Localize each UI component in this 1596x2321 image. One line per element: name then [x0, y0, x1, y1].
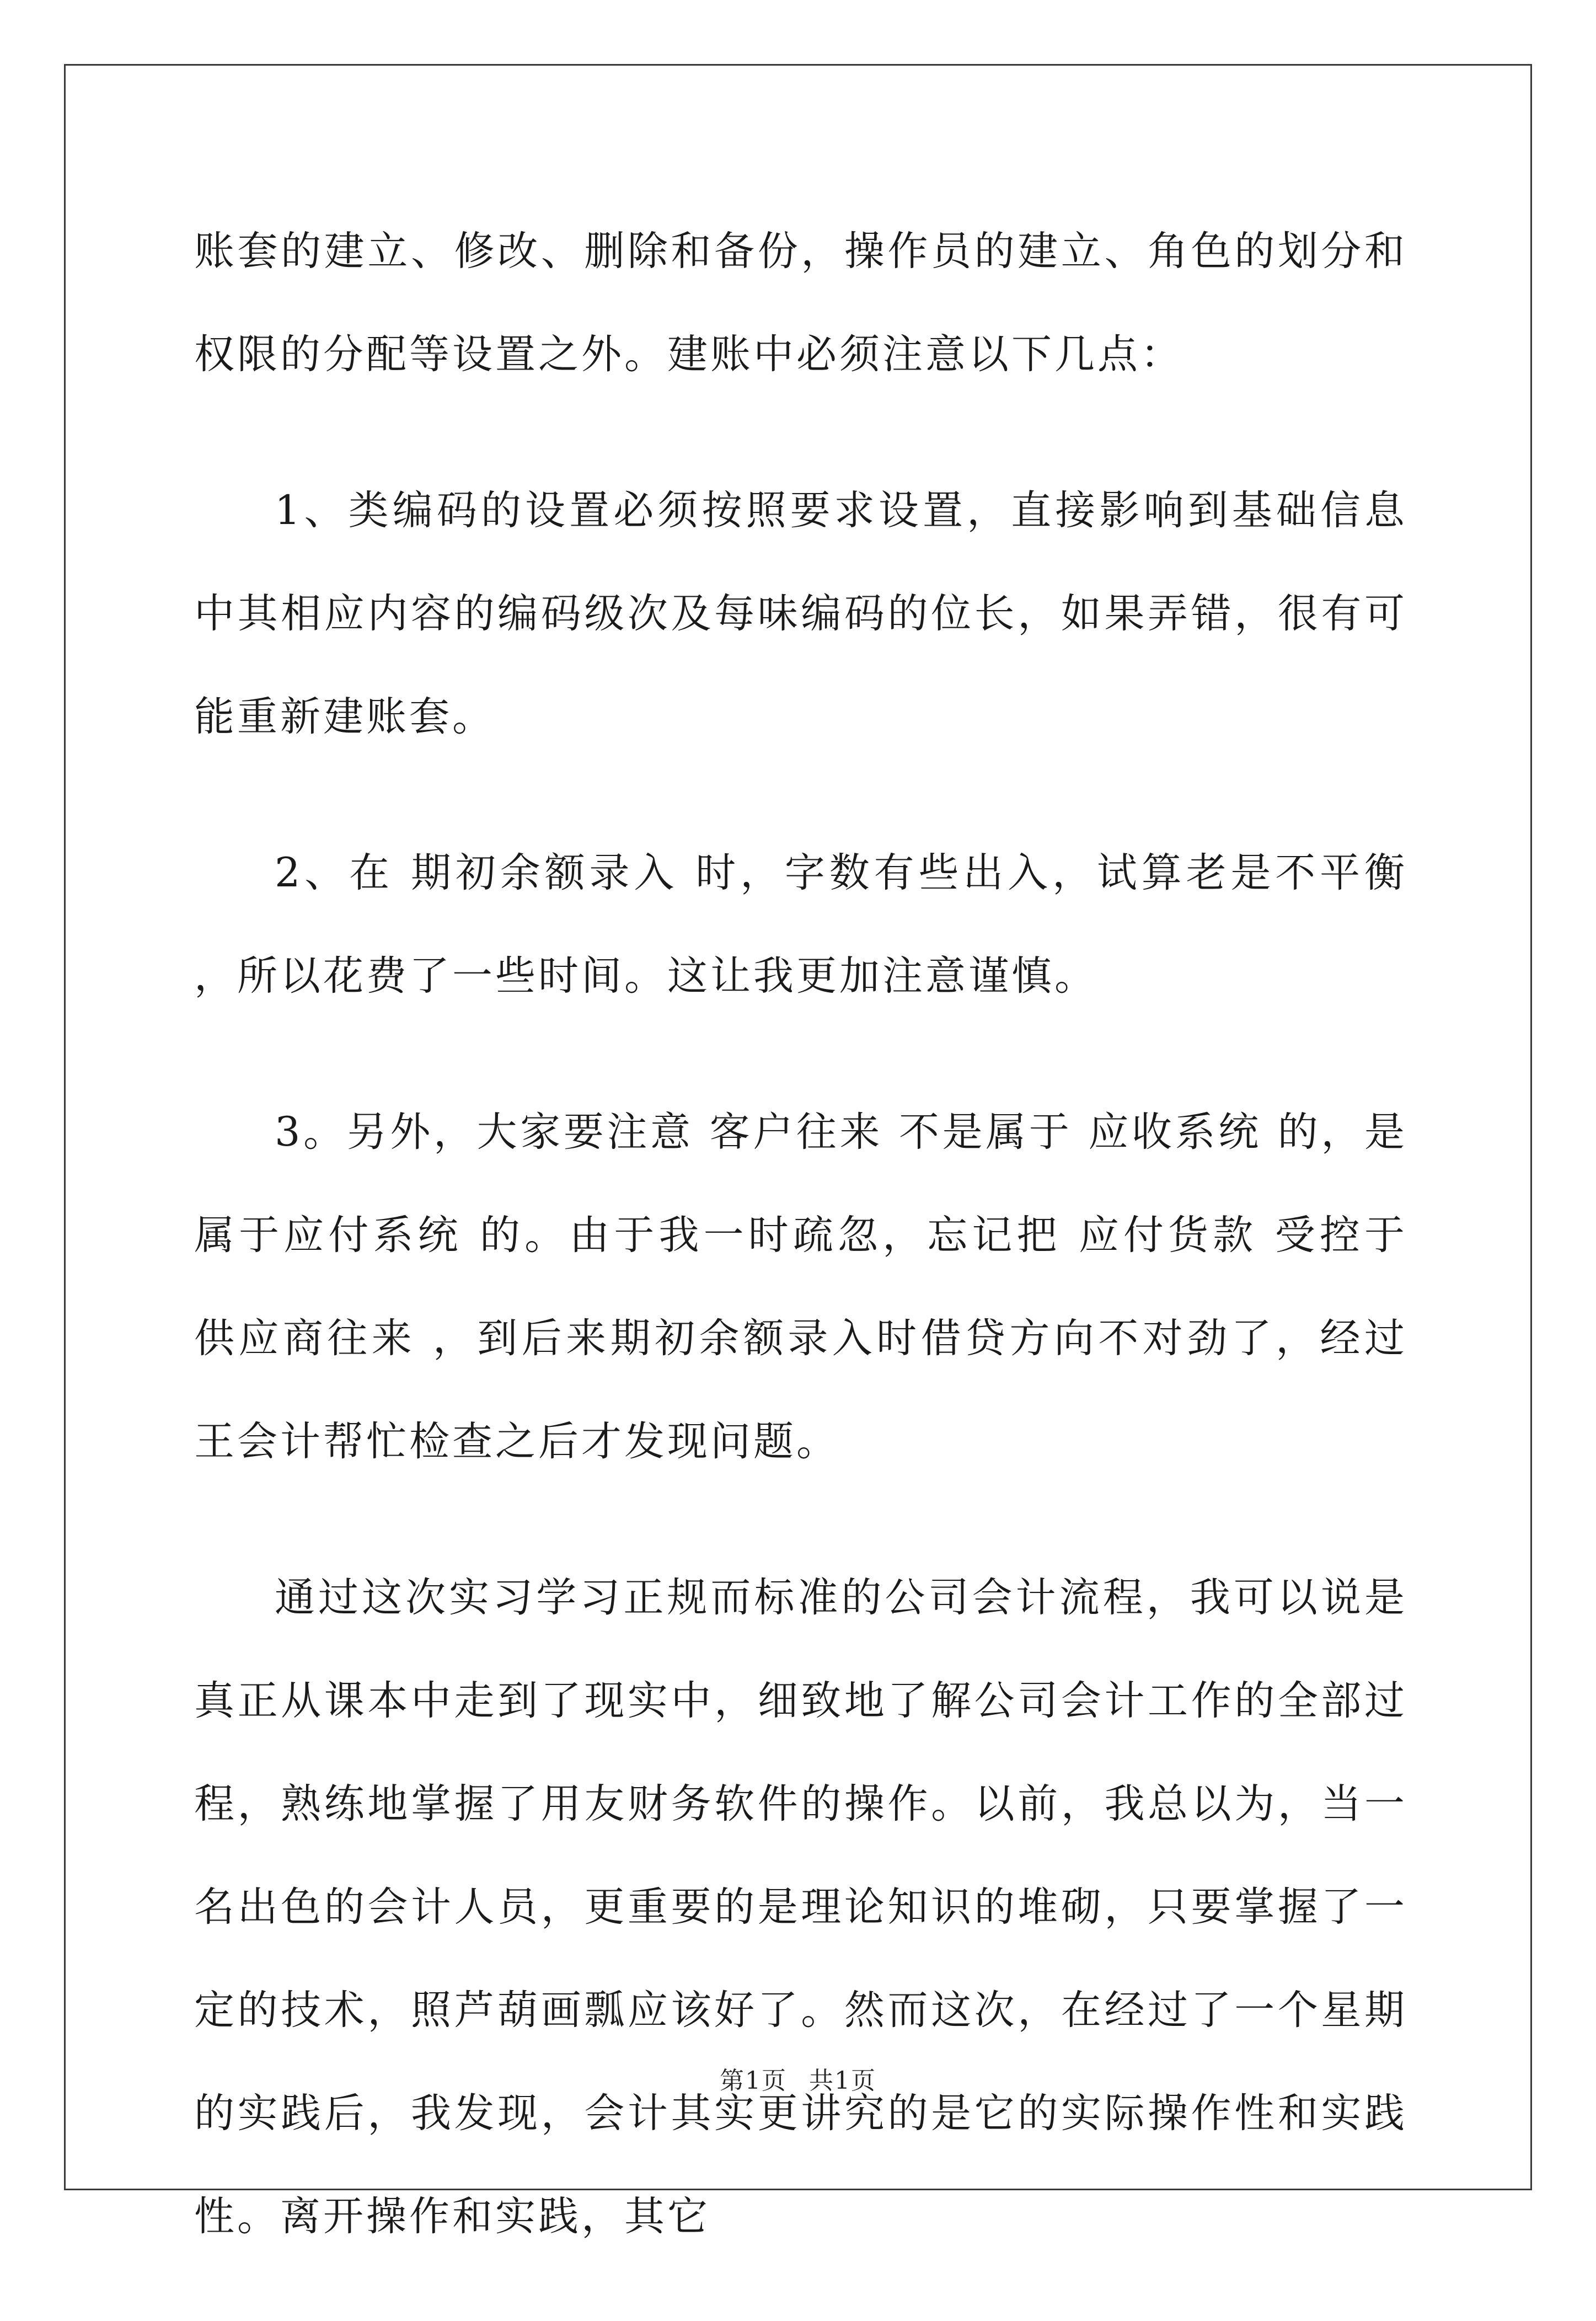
- document-body: [194, 200, 1407, 2321]
- page-total: 共1页: [809, 2067, 876, 2095]
- paragraph-2: 1、类编码的设置必须按照要求设置，直接影响到基础信息中其相应内容的编码级次及每味编码的位长，如果弄错，很有可能重新建账套。: [194, 487, 1407, 740]
- paragraph-4: 3。另外，大家要注意 客户往来 不是属于 应收系统 的，是属于应付系统 的。由于我一时疏忽，忘记把 应付货款 受控于 供应商往来 ，到后来期初余额录入时借贷方向不对劲了，经过王会计帮忙检查之后才发现问题。: [194, 1109, 1407, 1465]
- paragraph-1: 账套的建立、修改、删除和备份，操作员的建立、角色的划分和权限的分配等设置之外。建账中必须注意以下几点：: [194, 228, 1407, 378]
- paragraph-3: 2、在 期初余额录入 时，字数有些出入，试算老是不平衡，所以花费了一些时间。这让我更加注意谨慎。: [194, 849, 1407, 999]
- page-number: 第1页: [720, 2067, 787, 2095]
- paragraph-5: 通过这次实习学习正规而标准的公司会计流程，我可以说是真正从课本中走到了现实中，细致地了解公司会计工作的全部过程，熟练地掌握了用友财务软件的操作。以前，我总以为，当一名出色的会计人员，更重要的是理论知识的堆砌，只要掌握了一定的技术，照芦葫画瓢应该好了。然而这次，在经过了一个星期的实践后，我发现，会计其实更讲究的是它的实际操作性和实践性。离开操作和实践，其它: [194, 1574, 1407, 2240]
- page-footer: [0, 2061, 1596, 2096]
